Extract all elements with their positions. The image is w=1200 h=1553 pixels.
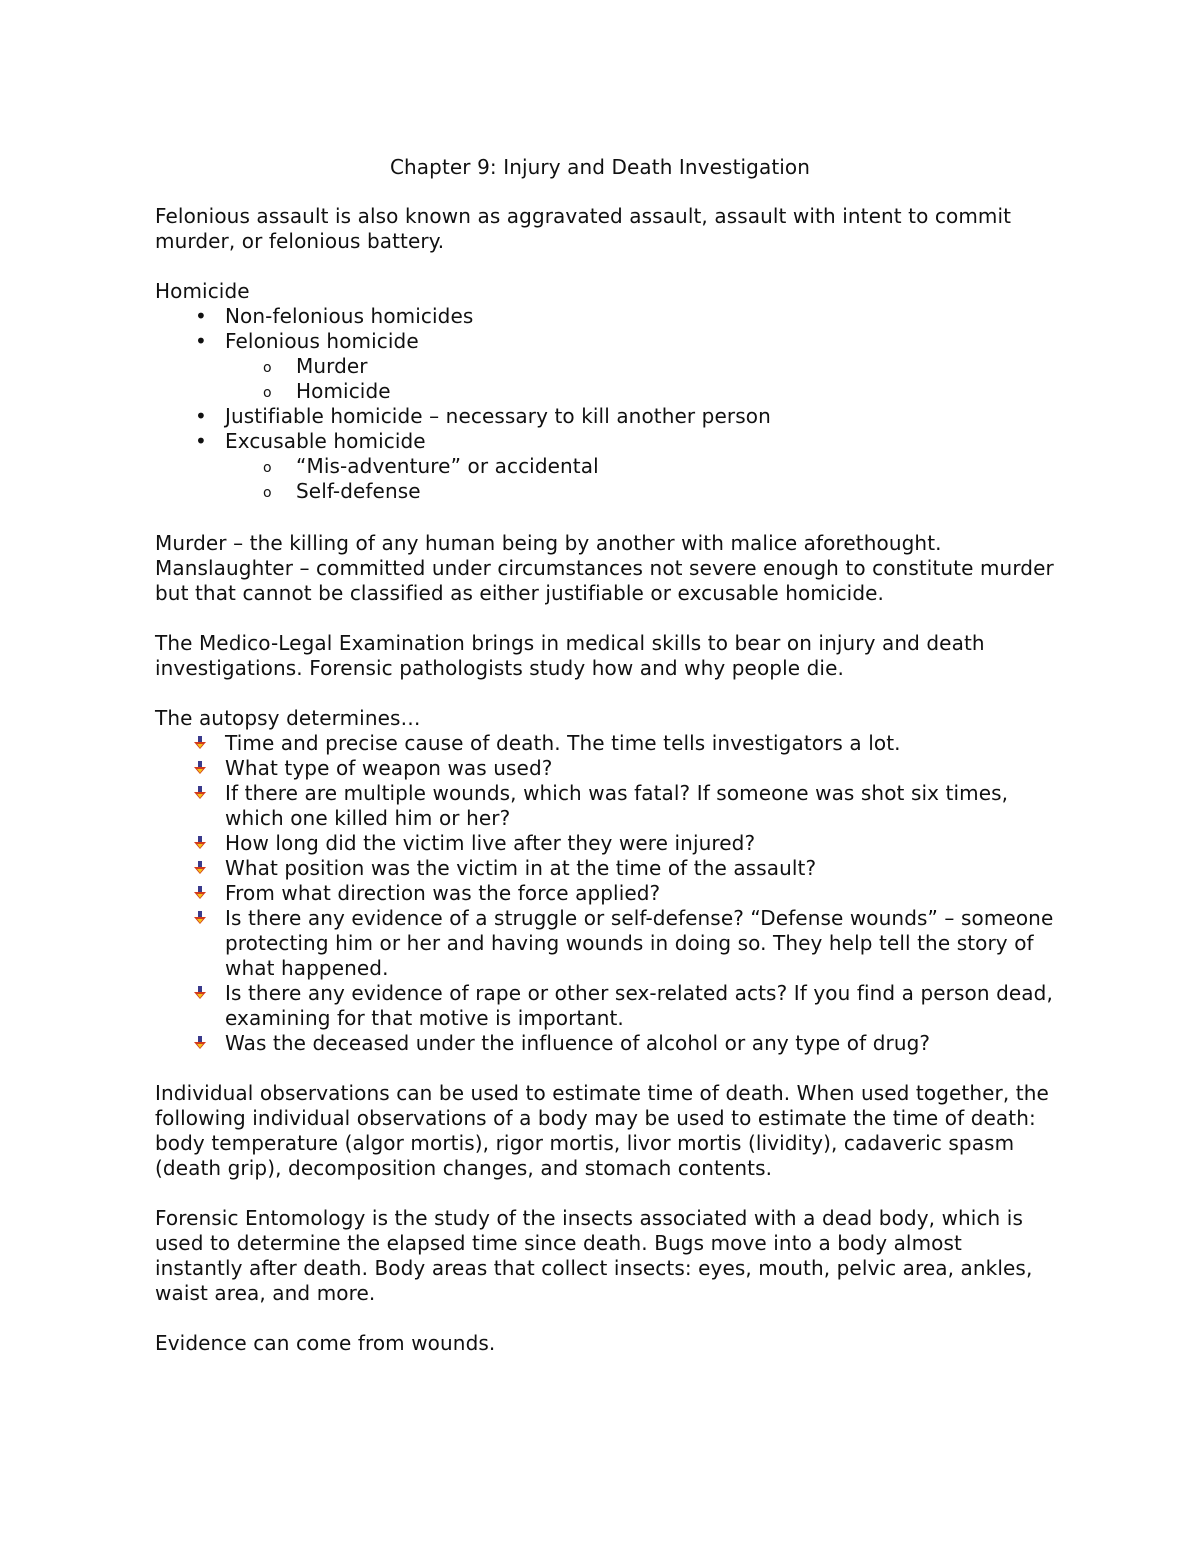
- sub-list-item-label: Homicide: [296, 379, 391, 403]
- homicide-list: [155, 304, 1055, 504]
- down-arrow-bullet-icon: [193, 786, 207, 800]
- list-item-label: If there are multiple wounds, which was fatal? If someone was shot six times, which one killed him or her?: [225, 781, 1009, 830]
- bullet-icon: •: [195, 429, 207, 453]
- list-item-label: Non-felonious homicides: [225, 304, 474, 328]
- sub-list-item: [155, 454, 1055, 479]
- list-item: [155, 781, 1055, 831]
- down-arrow-bullet-icon: [193, 836, 207, 850]
- down-arrow-bullet-icon: [193, 986, 207, 1000]
- down-arrow-bullet-icon: [193, 761, 207, 775]
- list-item: [155, 731, 1055, 756]
- list-item-label: Was the deceased under the influence of alcohol or any type of drug?: [225, 1031, 931, 1055]
- time-of-death-paragraph: Individual observations can be used to estimate time of death. When used together, the following individual observations of a body may be used to estimate the time of death: body temperature (algor mortis), rigor mortis, livor mortis (lividity), cadaveric spasm (death grip), decomposition changes, and stomach contents.: [155, 1081, 1049, 1180]
- bullet-icon: •: [195, 304, 207, 328]
- list-item-label: How long did the victim live after they were injured?: [225, 831, 756, 855]
- document-body: [155, 154, 1055, 1356]
- bullet-icon: •: [195, 329, 207, 353]
- sub-list: [225, 454, 1055, 504]
- down-arrow-bullet-icon: [193, 886, 207, 900]
- down-arrow-bullet-icon: [193, 736, 207, 750]
- list-item: [155, 404, 1055, 429]
- down-arrow-bullet-icon: [193, 1036, 207, 1050]
- circle-bullet-icon: o: [263, 485, 272, 501]
- down-arrow-bullet-icon: [193, 911, 207, 925]
- list-item: [155, 304, 1055, 329]
- list-item: [155, 981, 1055, 1031]
- medico-legal-paragraph: The Medico-Legal Examination brings in medical skills to bear on injury and death investigations. Forensic pathologists study how and why people die.: [155, 631, 985, 680]
- list-item: [155, 906, 1055, 981]
- felonious-assault-paragraph: Felonious assault is also known as aggravated assault, assault with intent to commit murder, or felonious battery.: [155, 204, 1012, 253]
- wounds-paragraph: Evidence can come from wounds.: [155, 1331, 496, 1355]
- list-item: [155, 756, 1055, 781]
- sub-list-item-label: “Mis-adventure” or accidental: [296, 454, 599, 478]
- list-item-label: Felonious homicide: [225, 329, 419, 353]
- homicide-heading: Homicide: [155, 279, 250, 303]
- list-item: [155, 831, 1055, 856]
- list-item-label: Excusable homicide: [225, 429, 426, 453]
- list-item: [155, 1031, 1055, 1056]
- sub-list-item-label: Self-defense: [296, 479, 421, 503]
- circle-bullet-icon: o: [263, 360, 272, 376]
- circle-bullet-icon: o: [263, 460, 272, 476]
- autopsy-list: [155, 731, 1055, 1056]
- list-item-label: What type of weapon was used?: [225, 756, 553, 780]
- list-item-label: Is there any evidence of rape or other sex-related acts? If you find a person dead, examining for that motive is important.: [225, 981, 1053, 1030]
- entomology-paragraph: Forensic Entomology is the study of the insects associated with a dead body, which is used to determine the elapsed time since death. Bugs move into a body almost instantly after death. Body areas that collect insects: eyes, mouth, pelvic area, ankles, waist area, and more.: [155, 1206, 1033, 1305]
- list-item-label: From what direction was the force applied?: [225, 881, 661, 905]
- list-item-label: What position was the victim in at the time of the assault?: [225, 856, 817, 880]
- sub-list: [225, 354, 1055, 404]
- list-item-label: Justifiable homicide – necessary to kill another person: [225, 404, 771, 428]
- bullet-icon: •: [195, 404, 207, 428]
- list-item: [155, 329, 1055, 404]
- sub-list-item: [155, 379, 1055, 404]
- page-title: Chapter 9: Injury and Death Investigation: [389, 155, 811, 179]
- list-item-label: Time and precise cause of death. The time tells investigators a lot.: [225, 731, 901, 755]
- autopsy-heading: The autopsy determines…: [155, 706, 421, 730]
- list-item: [155, 856, 1055, 881]
- murder-definition: Murder – the killing of any human being by another with malice aforethought.: [155, 531, 942, 555]
- sub-list-item: [155, 354, 1055, 379]
- sub-list-item-label: Murder: [296, 354, 368, 378]
- circle-bullet-icon: o: [263, 385, 272, 401]
- sub-list-item: [155, 479, 1055, 504]
- down-arrow-bullet-icon: [193, 861, 207, 875]
- list-item: [155, 881, 1055, 906]
- list-item: [155, 429, 1055, 504]
- list-item-label: Is there any evidence of a struggle or self-defense? “Defense wounds” – someone protecting him or her and having wounds in doing so. They help tell the story of what happened.: [225, 906, 1054, 980]
- manslaughter-definition: Manslaughter – committed under circumstances not severe enough to constitute murder but that cannot be classified as either justifiable or excusable homicide.: [155, 556, 1054, 605]
